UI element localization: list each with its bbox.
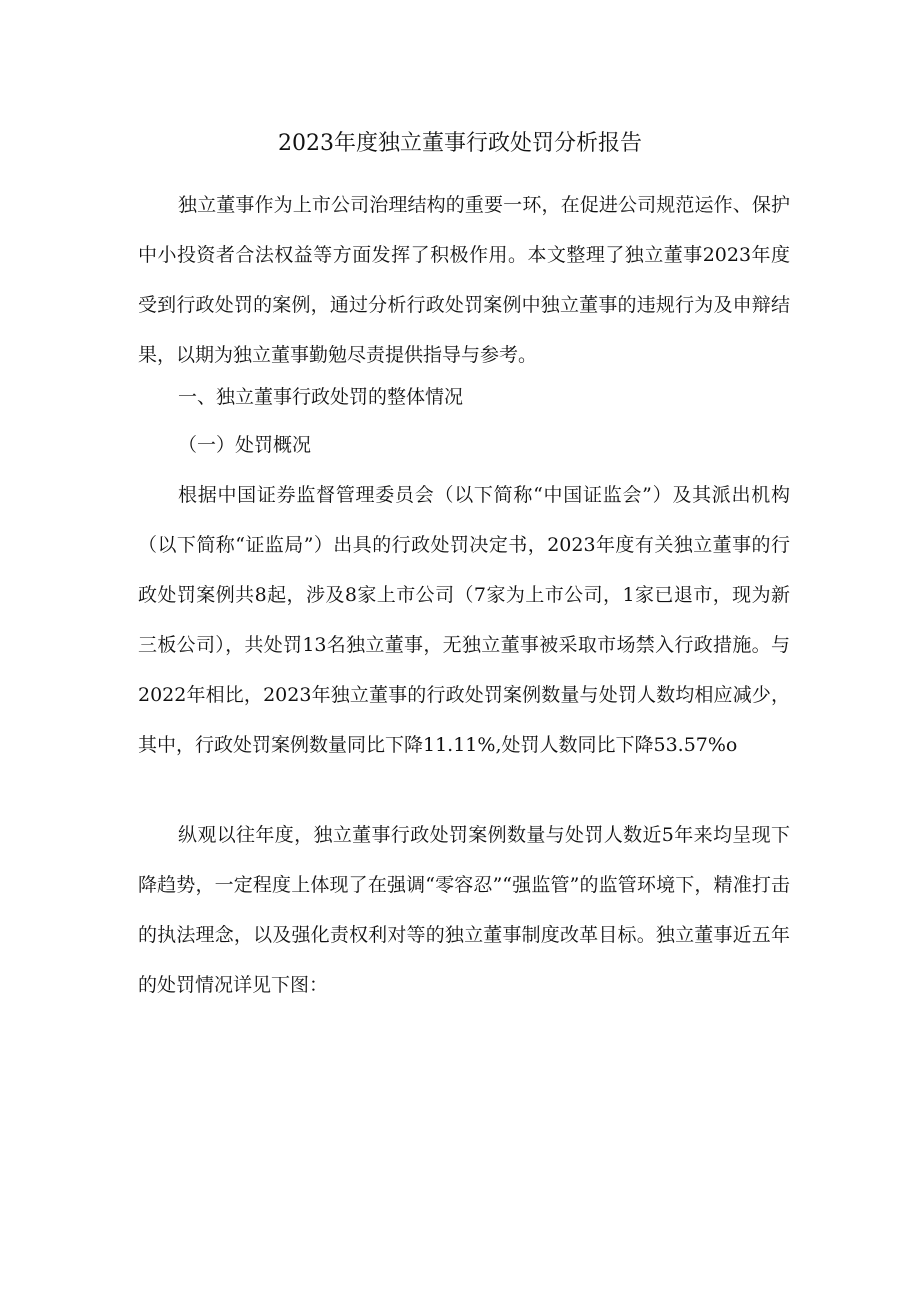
trend-paragraph: 纵观以往年度，独立董事行政处罚案例数量与处罚人数近5年来均呈现下降趋势，一定程度上体现了在强调“零容忍”“强监管”的监管环境下，精准打击的执法理念，以及强化责权利对等的独立董事制度改革目标。独立董事近五年的处罚情况详见下图：: [138, 824, 790, 996]
intro-paragraph: 独立董事作为上市公司治理结构的重要一环，在促进公司规范运作、保护中小投资者合法权益等方面发挥了积极作用。本文整理了独立董事2023年度受到行政处罚的案例，通过分析行政处罚案例中独立董事的违规行为及申辩结果，以期为独立董事勤勉尽责提供指导与参考。: [138, 194, 790, 366]
section-heading-overall: 一、独立董事行政处罚的整体情况: [178, 386, 464, 408]
document-title: 2023年度独立董事行政处罚分析报告: [278, 131, 642, 156]
subsection-heading-penalty-overview: （一）处罚概况: [178, 434, 312, 456]
overview-paragraph: 根据中国证券监督管理委员会（以下简称“中国证监会”）及其派出机构（以下简称“证监局”）出具的行政处罚决定书，2023年度有关独立董事的行政处罚案例共8起，涉及8家上市公司（7家为上市公司，1家已退市，现为新三板公司），共处罚13名独立董事，无独立董事被采取市场禁入行政措施。与2022年相比，2023年独立董事的行政处罚案例数量与处罚人数均相应减少，其中，行政处罚案例数量同比下降11.11%,处罚人数同比下降53.57%o: [138, 484, 790, 756]
